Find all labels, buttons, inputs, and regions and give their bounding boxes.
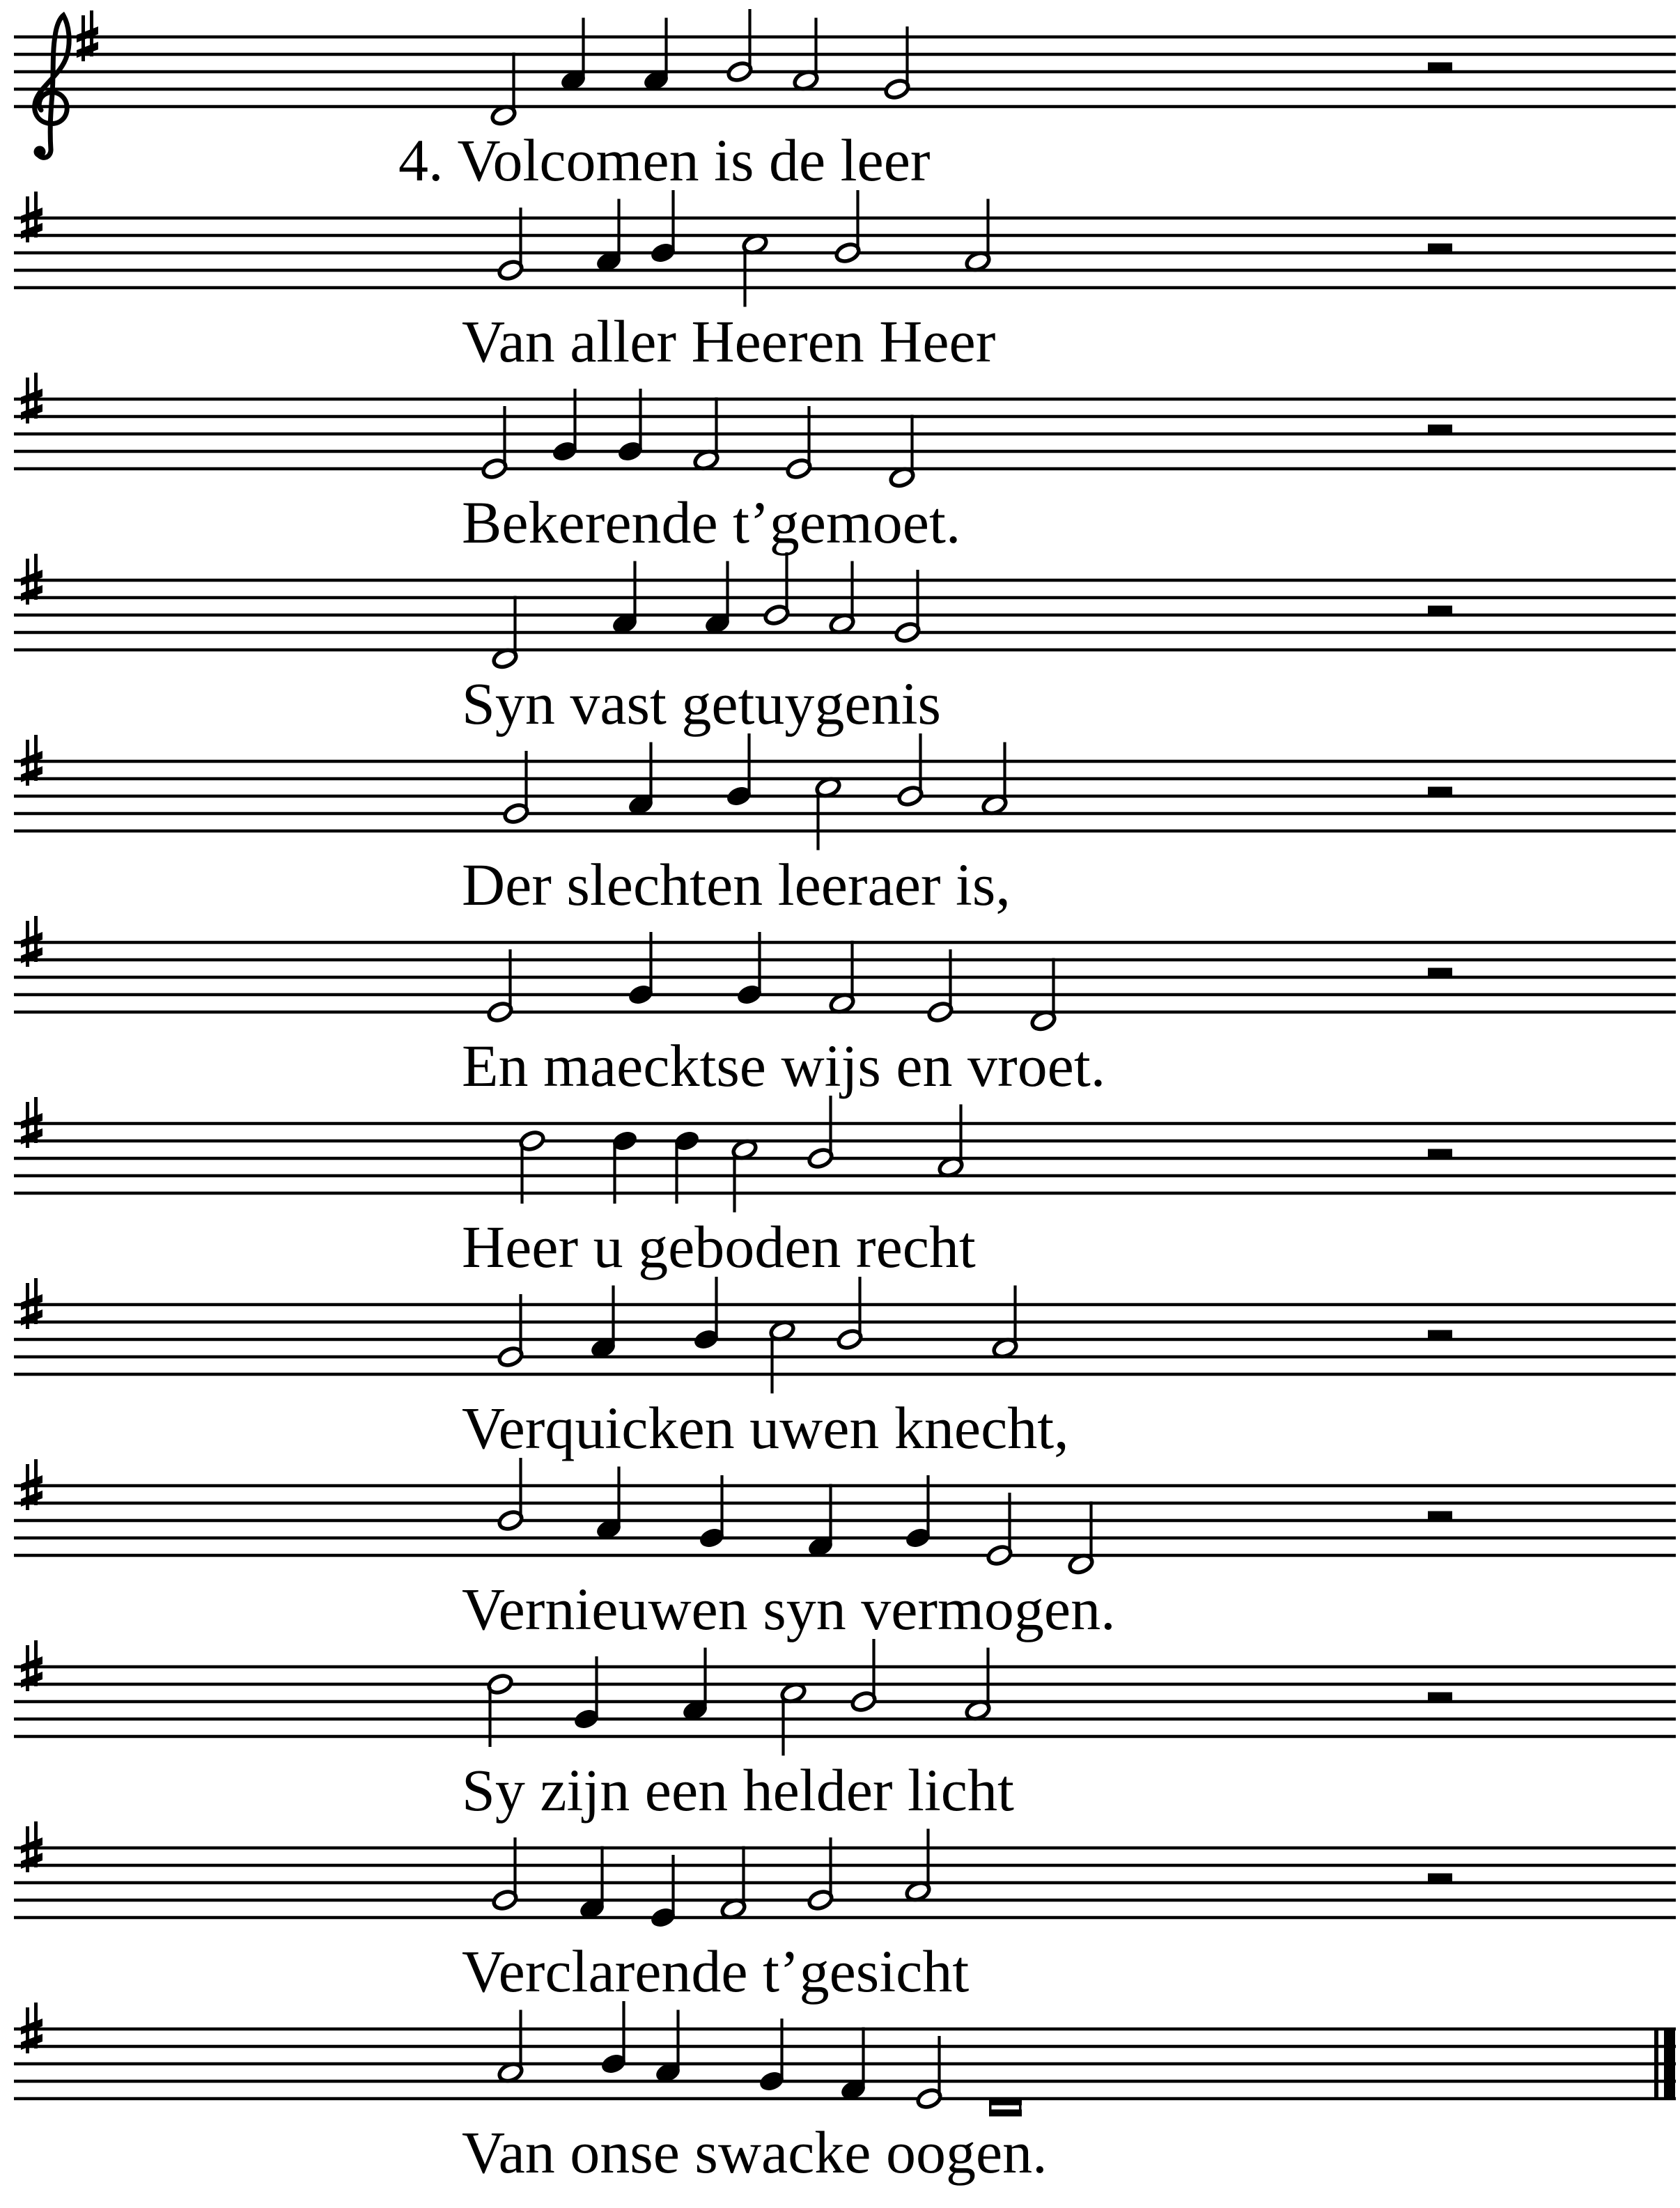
lyric-line: Heer u geboden recht — [462, 1213, 976, 1280]
staff-system — [14, 916, 1676, 1099]
staff-system — [14, 9, 1676, 194]
note-quarter — [650, 190, 677, 264]
note-half — [834, 190, 862, 264]
note-half — [897, 733, 924, 807]
lyric-line: Bekerende t’gemoet. — [462, 489, 961, 556]
half-rest — [1428, 1511, 1452, 1521]
lyric-line: En maecktse wijs en vroet. — [462, 1032, 1106, 1099]
note-quarter — [726, 733, 753, 807]
staff-system — [14, 1277, 1676, 1461]
staff-system — [14, 552, 1676, 737]
lyric-line: Sy zijn een helder licht — [462, 1757, 1014, 1824]
breve-note — [989, 2099, 1022, 2117]
note-quarter — [600, 2001, 628, 2075]
note-half — [807, 1096, 834, 1169]
half-rest — [1428, 1874, 1452, 1883]
half-rest — [1428, 63, 1452, 72]
half-rest — [1428, 244, 1452, 254]
lyric-line: Vernieuwen syn vermogen. — [462, 1576, 1116, 1642]
note-half — [497, 1458, 524, 1532]
note-half — [837, 1277, 864, 1351]
staff-system — [14, 1458, 1676, 1642]
note-quarter — [693, 1277, 720, 1351]
lyric-line: 4. Volcomen is de leer — [398, 127, 931, 194]
note-half — [726, 9, 754, 83]
half-rest — [1428, 606, 1452, 616]
staff-system — [14, 733, 1676, 918]
staff-system — [14, 1821, 1676, 2005]
staff-system — [14, 2001, 1676, 2186]
lyric-line: Syn vast getuygenis — [462, 670, 941, 737]
lyric-line: Verquicken uwen knecht, — [462, 1394, 1069, 1461]
staff-system — [14, 373, 1676, 556]
lyric-line: Van onse swacke oogen. — [462, 2119, 1048, 2186]
staff-system — [14, 1096, 1676, 1280]
final-barline — [1654, 2028, 1675, 2100]
half-rest — [1428, 968, 1452, 978]
half-rest — [1428, 1149, 1452, 1159]
lyric-line: Der slechten leeraer is, — [462, 851, 1011, 918]
half-rest — [1428, 787, 1452, 797]
note-half — [763, 552, 791, 626]
half-rest — [1428, 1693, 1452, 1702]
half-rest — [1428, 1330, 1452, 1340]
half-rest — [1428, 425, 1452, 435]
staff-system — [14, 1639, 1676, 1824]
note-half — [850, 1639, 878, 1713]
lyric-line: Verclarende t’gesicht — [462, 1938, 970, 2005]
staff-system — [14, 190, 1676, 375]
lyric-line: Van aller Heeren Heer — [462, 308, 996, 375]
